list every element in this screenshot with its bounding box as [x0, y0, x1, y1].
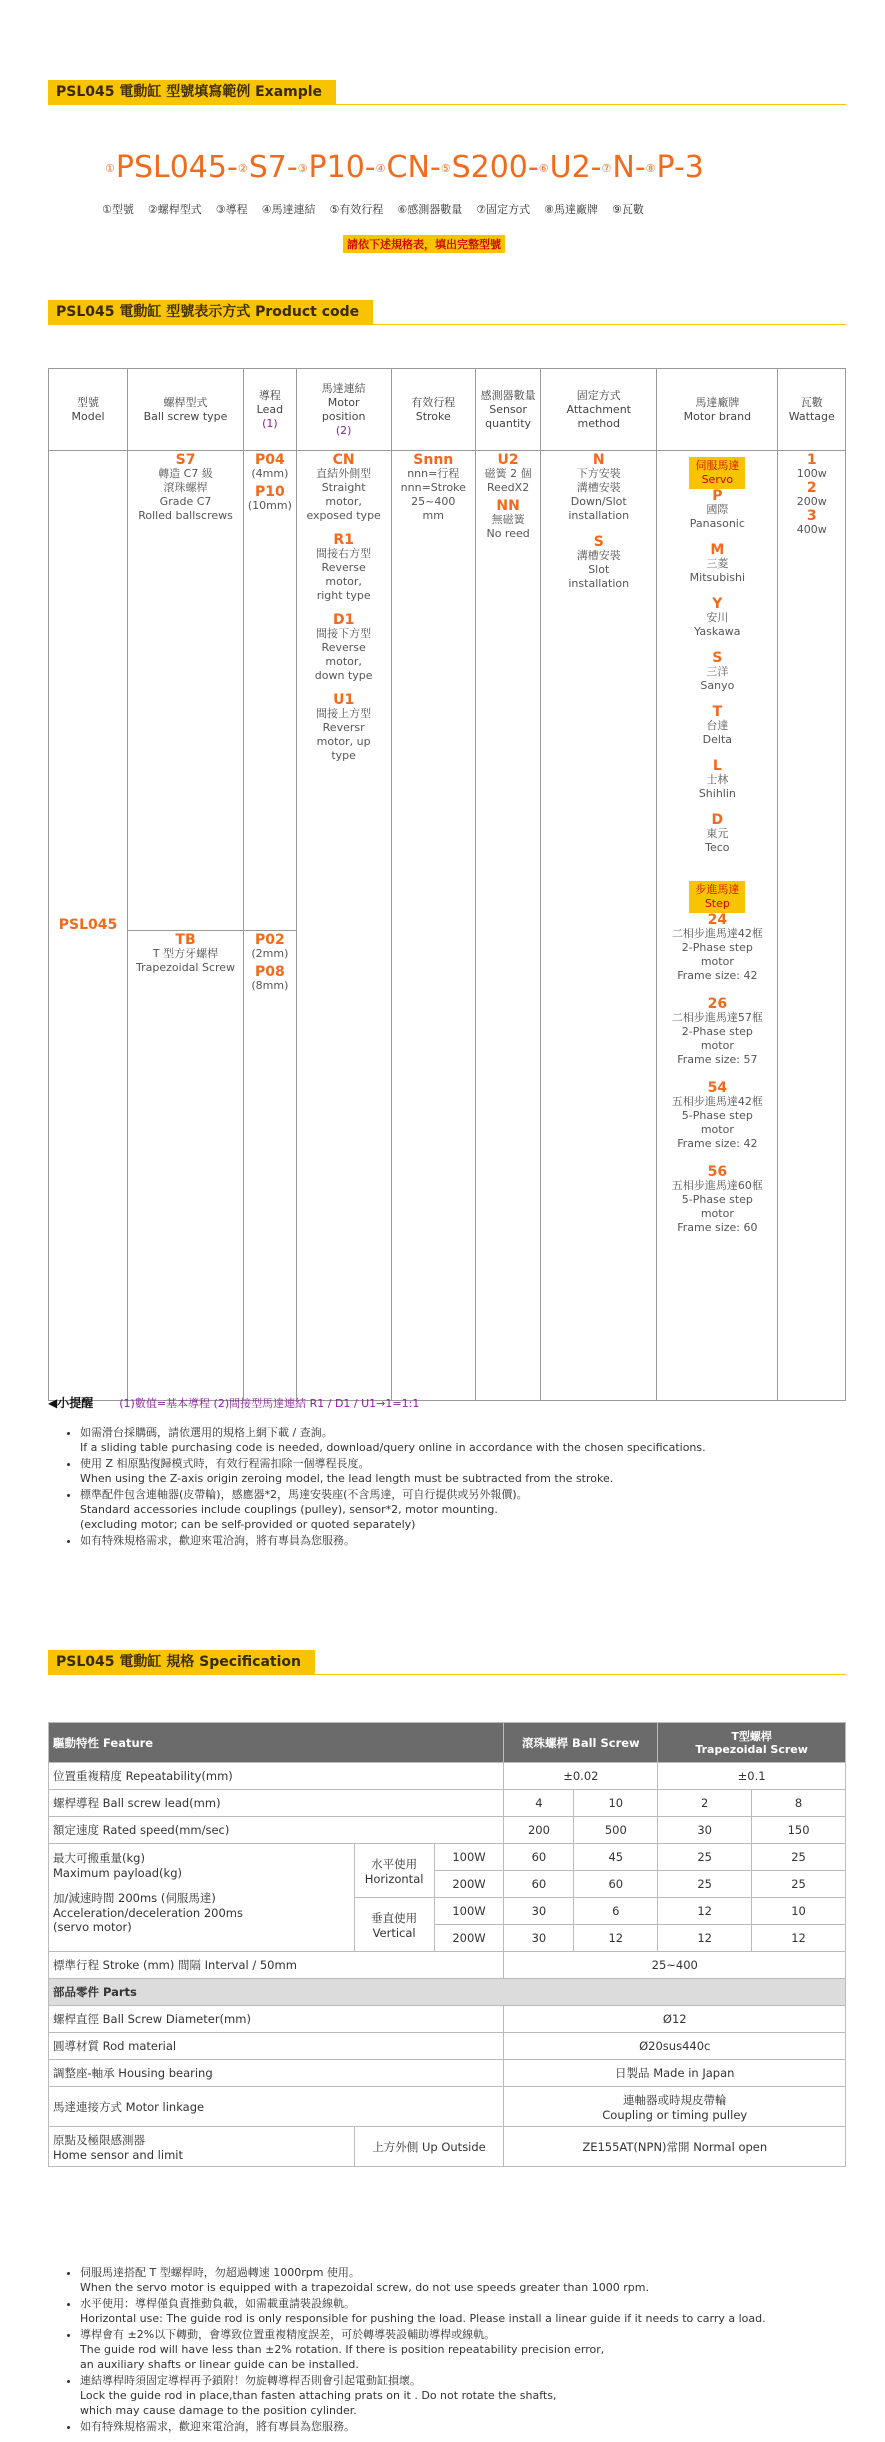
code-desc: 5-Phase step	[681, 1109, 753, 1122]
code-desc: Reversr	[322, 721, 365, 734]
code-desc: 士林	[706, 773, 729, 786]
code-desc: 2-Phase step	[681, 941, 753, 954]
example-label: ⑧馬達廠牌	[544, 203, 598, 216]
spec-speed-3: 30	[658, 1817, 752, 1844]
code-part: CN	[386, 150, 430, 185]
code-desc: 間接下方型	[316, 627, 372, 640]
spec-cell: 25	[752, 1844, 846, 1871]
code-value: D1	[332, 612, 355, 628]
code-part: 3	[684, 150, 704, 185]
sensor-cell	[475, 451, 540, 1401]
code-value: D	[711, 812, 724, 828]
spec-h-trap: T型螺桿 Trapezoidal Screw	[658, 1723, 846, 1763]
note-line: When the servo motor is equipped with a trapezoidal screw, do not use speeds greater than 1000 rpm.	[80, 2281, 649, 2294]
code-desc: 直結外側型	[316, 467, 372, 480]
col-motor-position: 馬達連結 Motor position (2)	[296, 369, 391, 451]
code-block	[299, 533, 389, 603]
code-desc: 安川	[706, 611, 729, 624]
spec-cell: 25	[752, 1871, 846, 1898]
notes-list-2	[62, 2265, 766, 2435]
code-desc: motor,	[325, 575, 362, 588]
spec-rep-ball: ±0.02	[504, 1763, 658, 1790]
code-value: 26	[707, 996, 728, 1012]
note-line: (excluding motor; can be self-provided or quoted separately)	[80, 1518, 416, 1531]
code-circle: ③	[297, 162, 308, 175]
spec-sensor-mid: 上方外側 Up Outside	[354, 2127, 504, 2167]
watt-code: 3	[806, 508, 817, 524]
note-item	[80, 2265, 766, 2295]
code-desc: Frame size: 60	[677, 1221, 758, 1234]
code-desc: installation	[568, 509, 630, 522]
code-desc: Straight	[321, 481, 366, 494]
code-value: S	[593, 534, 604, 550]
spec-cell: 12	[658, 1925, 752, 1952]
code-block	[659, 813, 775, 855]
col-screw: 螺桿型式 Ball screw type	[128, 369, 244, 451]
example-section	[48, 80, 846, 106]
note-line: Standard accessories include couplings (pulley), sensor*2, motor mounting.	[80, 1503, 498, 1516]
code-desc: Delta	[702, 733, 733, 746]
spec-linkage-val: 連軸器或時規皮帶輪 Coupling or timing pulley	[504, 2087, 846, 2127]
code-circle: ①	[105, 162, 115, 175]
code-desc: Shihlin	[698, 787, 736, 800]
product-code-table	[48, 368, 846, 1401]
code-desc: 二相步進馬達42框	[671, 927, 763, 940]
code-desc: Panasonic	[689, 517, 745, 530]
spec-cell: 30	[504, 1925, 574, 1952]
code-desc: type	[331, 749, 356, 762]
code-desc: 溝槽安裝	[576, 481, 621, 494]
code-value: CN	[332, 452, 355, 468]
code-desc: 國際	[706, 503, 729, 516]
example-label: ⑦固定方式	[476, 203, 531, 216]
spec-lead-2: 10	[574, 1790, 658, 1817]
spec-speed-2: 500	[574, 1817, 658, 1844]
note-line: When using the Z-axis origin zeroing model, the lead length must be subtracted from the stroke.	[80, 1472, 614, 1485]
code-desc: motor, up	[316, 735, 371, 748]
code-desc: Frame size: 42	[677, 969, 758, 982]
watt-value: 400w	[796, 523, 827, 536]
code-value: L	[712, 758, 722, 774]
code-desc: 間接右方型	[316, 547, 372, 560]
screw-s7-cell: S7 轉造 C7 級 滾珠螺桿 Grade C7 Rolled ballscrews	[128, 451, 244, 931]
spec-vertical: 垂直使用 Vertical	[354, 1898, 434, 1952]
spec-cell: 30	[504, 1898, 574, 1925]
code-value: P	[712, 488, 723, 504]
spec-bearing-val: 日製品 Made in Japan	[504, 2060, 846, 2087]
spec-cell: 12	[658, 1898, 752, 1925]
spec-cell: 12	[752, 1925, 846, 1952]
code-part: N	[612, 150, 635, 185]
spec-linkage-label: 馬達連接方式 Motor linkage	[49, 2087, 504, 2127]
code-circle: ②	[237, 162, 248, 175]
code-desc: 無磁簧	[491, 513, 525, 526]
code-value: U1	[333, 692, 355, 708]
code-block	[478, 499, 538, 541]
servo-label-en: Servo	[701, 473, 734, 486]
spec-dia-val: Ø12	[504, 2006, 846, 2033]
spec-parts: 部品零件 Parts	[49, 1979, 846, 2006]
code-part: S7	[248, 150, 287, 185]
spec-speed-4: 150	[752, 1817, 846, 1844]
code-block	[543, 453, 654, 523]
col-wattage: 瓦數 Wattage	[778, 369, 846, 451]
col-sensor: 感測器數量 Sensor quantity	[475, 369, 540, 451]
col-lead: 導程 Lead (1)	[244, 369, 297, 451]
code-desc: Mitsubishi	[689, 571, 746, 584]
code-desc: 東元	[706, 827, 729, 840]
note-line: • 標準配件包含連軸器(皮帶輪)，感應器*2，馬達安裝座(不含馬達，可自行提供或另外報價)。	[80, 1488, 528, 1501]
note-item	[80, 1456, 706, 1486]
spec-rod-label: 圓導材質 Rod material	[49, 2033, 504, 2060]
code-block	[659, 705, 775, 747]
code-value: 24	[707, 912, 728, 928]
code-desc: motor	[700, 1039, 734, 1052]
watt-option	[780, 509, 843, 537]
spec-cell: 60	[504, 1871, 574, 1898]
spec-w-2: 200W	[434, 1871, 504, 1898]
code-desc: right type	[316, 589, 371, 602]
code-block	[659, 1165, 775, 1235]
code-desc: 三洋	[706, 665, 729, 678]
motor-position-cell	[296, 451, 391, 1401]
code-desc: Sanyo	[700, 679, 735, 692]
stroke-cell: Snnn nnn=行程 nnn=Stroke 25~400 mm	[391, 451, 475, 1401]
spec-cell: 25	[658, 1844, 752, 1871]
speaker-icon: ◀	[48, 1396, 58, 1410]
code-desc: 二相步進馬達57框	[671, 1011, 763, 1024]
col-model: 型號 Model	[49, 369, 128, 451]
code-desc: motor,	[325, 655, 362, 668]
watt-option	[780, 453, 843, 481]
code-desc: 台達	[706, 719, 729, 732]
note-line: • 如有特殊規格需求，歡迎來電洽詢，將有專員為您服務。	[80, 2420, 355, 2433]
note-line: • 伺服馬達搭配 T 型螺桿時，勿超過轉速 1000rpm 使用。	[80, 2266, 360, 2279]
spec-cell: 10	[752, 1898, 846, 1925]
code-desc: 三菱	[706, 557, 729, 570]
spec-speed-label: 額定速度 Rated speed(mm/sec)	[49, 1817, 504, 1844]
code-circle: ④	[375, 162, 386, 175]
code-block	[478, 453, 538, 495]
spec-lead-3: 2	[658, 1790, 752, 1817]
spec-h-ball: 滾珠螺桿 Ball Screw	[504, 1723, 658, 1763]
note-line: • 連結導桿時須固定導桿再予鎖附！勿旋轉導桿否則會引起電動缸損壞。	[80, 2374, 421, 2387]
code-part: P10	[308, 150, 365, 185]
note-line: • 水平使用：導桿僅負責推動負載，如需載重請裝設線軌。	[80, 2297, 355, 2310]
example-label: ⑤有效行程	[329, 203, 384, 216]
servo-label	[689, 457, 745, 489]
spec-cell: 60	[504, 1844, 574, 1871]
product-code-section	[48, 300, 846, 326]
code-desc: Down/Slot	[570, 495, 627, 508]
code-desc: ReedX2	[487, 481, 530, 494]
code-block	[659, 543, 775, 585]
code-desc: 下方安裝	[576, 467, 621, 480]
example-label: ①型號	[102, 203, 134, 216]
step-label-en: Step	[704, 897, 730, 910]
spec-bearing-label: 調整座-軸承 Housing bearing	[49, 2060, 504, 2087]
code-block	[543, 535, 654, 591]
spec-dia-label: 螺桿直徑 Ball Screw Diameter(mm)	[49, 2006, 504, 2033]
code-part: U2	[549, 150, 591, 185]
spec-cell: 60	[574, 1871, 658, 1898]
spec-header: PSL045 電動缸 規格 Specification	[48, 1650, 315, 1674]
col-attachment: 固定方式 Attachment method	[541, 369, 657, 451]
code-value: U2	[497, 452, 519, 468]
code-desc: Frame size: 57	[677, 1053, 758, 1066]
example-model-code: ①PSL045-②S7-③P10-④CN-⑤S200-⑥U2-⑦N-⑧P-3	[105, 150, 704, 185]
code-circle: ⑦	[601, 162, 612, 175]
code-desc: 五相步進馬達42框	[671, 1095, 763, 1108]
code-desc: exposed type	[306, 509, 381, 522]
code-value: NN	[496, 498, 520, 514]
code-block	[659, 759, 775, 801]
note-item	[80, 1533, 706, 1548]
code-desc: Reverse	[321, 561, 366, 574]
code-desc: 間接上方型	[316, 707, 372, 720]
note-item	[80, 2373, 766, 2418]
code-value: Y	[712, 596, 723, 612]
watt-value: 200w	[796, 495, 827, 508]
note-item	[80, 1425, 706, 1455]
code-block	[659, 597, 775, 639]
col-brand: 馬達廠牌 Motor brand	[657, 369, 778, 451]
watt-value: 100w	[796, 467, 827, 480]
code-desc: motor,	[325, 495, 362, 508]
spec-w-3: 100W	[434, 1898, 504, 1925]
wattage-cell	[778, 451, 846, 1401]
note-item	[80, 2419, 766, 2434]
spec-lead-4: 8	[752, 1790, 846, 1817]
note-line: which may cause damage to the position cylinder.	[80, 2404, 357, 2417]
example-label: ⑨瓦數	[612, 203, 644, 216]
code-block	[299, 613, 389, 683]
spec-lead-label: 螺桿導程 Ball screw lead(mm)	[49, 1790, 504, 1817]
watt-option	[780, 481, 843, 509]
code-part: PSL045	[115, 150, 227, 185]
spec-payload-label: 最大可搬重量(kg) Maximum payload(kg) 加/減速時間 200ms (伺服馬達) Acceleration/deceleration 200ms (servo motor)	[49, 1844, 355, 1952]
note-line: If a sliding table purchasing code is needed, download/query online in accordance with the chosen specifications.	[80, 1441, 706, 1454]
code-desc: No reed	[486, 527, 530, 540]
spec-stroke-label: 標準行程 Stroke (mm) 間隔 Interval / 50mm	[49, 1952, 504, 1979]
example-label: ③導程	[215, 203, 248, 216]
brand-cell	[657, 451, 778, 1401]
spec-rep-trap: ±0.1	[658, 1763, 846, 1790]
code-block	[299, 453, 389, 523]
note-line: • 如有特殊規格需求，歡迎來電洽詢，將有專員為您服務。	[80, 1534, 355, 1547]
note-item	[80, 2296, 766, 2326]
reminder	[48, 1394, 419, 1411]
spec-sensor-val: ZE155AT(NPN)常開 Normal open	[504, 2127, 846, 2167]
example-field-labels	[102, 201, 658, 217]
example-notice: 請依下述規格表，填出完整型號	[343, 235, 505, 253]
lead-s7-cell: P04 (4mm) P10 (10mm)	[244, 451, 297, 931]
code-desc: 5-Phase step	[681, 1193, 753, 1206]
spec-horizontal: 水平使用 Horizontal	[354, 1844, 434, 1898]
watt-code: 2	[806, 480, 817, 496]
code-desc: installation	[568, 577, 630, 590]
spec-cell: 12	[574, 1925, 658, 1952]
code-desc: Teco	[705, 841, 730, 854]
product-code-header: PSL045 電動缸 型號表示方式 Product code	[48, 300, 373, 324]
code-block	[659, 1081, 775, 1151]
spec-w-4: 200W	[434, 1925, 504, 1952]
spec-cell: 45	[574, 1844, 658, 1871]
spec-rod-val: Ø20sus440c	[504, 2033, 846, 2060]
step-label-cn: 步進馬達	[695, 883, 740, 896]
code-desc: 磁簧 2 個	[484, 467, 532, 480]
code-desc: 2-Phase step	[681, 1025, 753, 1038]
spec-rep-label: 位置重複精度 Repeatability(mm)	[49, 1763, 504, 1790]
example-header: PSL045 電動缸 型號填寫範例 Example	[48, 80, 336, 104]
code-desc: Slot	[588, 563, 610, 576]
screw-tb-cell: TB T 型方牙螺桿 Trapezoidal Screw	[128, 931, 244, 1401]
code-desc: motor	[700, 955, 734, 968]
spec-section	[48, 1650, 846, 1676]
note-item	[80, 1487, 706, 1532]
code-desc: down type	[314, 669, 373, 682]
spec-stroke-val: 25~400	[504, 1952, 846, 1979]
note-line: Lock the guide rod in place,than fasten attaching prats on it . Do not rotate the shafts,	[80, 2389, 557, 2402]
code-circle: ⑤	[440, 162, 451, 175]
code-part: P	[656, 150, 674, 185]
code-block	[299, 693, 389, 763]
note-line: • 導桿會有 ±2%以下轉動，會導致位置重複精度誤差，可於轉導裝設輔助導桿或線軌。	[80, 2328, 496, 2341]
spec-speed-1: 200	[504, 1817, 574, 1844]
code-value: N	[592, 452, 605, 468]
watt-code: 1	[806, 452, 817, 468]
spec-lead-1: 4	[504, 1790, 574, 1817]
code-desc: 溝槽安裝	[576, 549, 621, 562]
spec-sensor-label: 原點及極限感測器 Home sensor and limit	[49, 2127, 355, 2167]
spec-w-1: 100W	[434, 1844, 504, 1871]
note-line: • 如需滑台採購碼，請依選用的規格上網下載 / 查詢。	[80, 1426, 333, 1439]
reminder-text: (1)數值=基本導程 (2)間接型馬達連結 R1 / D1 / U1→1=1:1	[119, 1397, 420, 1410]
code-circle: ⑧	[645, 162, 656, 175]
step-label	[689, 881, 745, 913]
spec-h-feature: 驅動特性 Feature	[49, 1723, 504, 1763]
reminder-title: 小提醒	[57, 1396, 94, 1410]
code-desc: Frame size: 42	[677, 1137, 758, 1150]
example-label: ④馬達連結	[261, 203, 316, 216]
example-label: ②螺桿型式	[147, 203, 202, 216]
code-circle: ⑥	[538, 162, 549, 175]
code-block	[659, 913, 775, 983]
notes-list-1	[62, 1425, 706, 1549]
note-item	[80, 2327, 766, 2372]
model-cell: PSL045	[49, 451, 128, 1401]
code-desc: motor	[700, 1123, 734, 1136]
spec-table	[48, 1722, 846, 2167]
note-line: Horizontal use: The guide rod is only responsible for pushing the load. Please install a linear guide if it needs to carry a load.	[80, 2312, 766, 2325]
code-value: 54	[707, 1080, 728, 1096]
code-value: T	[712, 704, 723, 720]
code-part: S200	[451, 150, 528, 185]
code-desc: Yaskawa	[694, 625, 741, 638]
code-block	[659, 489, 775, 531]
code-desc: Reverse	[321, 641, 366, 654]
attachment-cell	[541, 451, 657, 1401]
code-value: M	[710, 542, 725, 558]
code-value: S	[712, 650, 723, 666]
lead-tb-cell: P02 (2mm) P08 (8mm)	[244, 931, 297, 1401]
example-label: ⑥感測器數量	[397, 203, 463, 216]
code-value: 56	[707, 1164, 728, 1180]
code-block	[659, 651, 775, 693]
code-block	[659, 997, 775, 1067]
servo-label-cn: 伺服馬達	[695, 459, 740, 472]
spec-cell: 6	[574, 1898, 658, 1925]
spec-cell: 25	[658, 1871, 752, 1898]
code-desc: 五相步進馬達60框	[671, 1179, 763, 1192]
code-value: R1	[333, 532, 354, 548]
note-line: The guide rod will have less than ±2% rotation. If there is position repeatability precision error,	[80, 2343, 605, 2356]
note-line: • 使用 Z 相原點復歸模式時，有效行程需扣除一個導程長度。	[80, 1457, 370, 1470]
code-desc: motor	[700, 1207, 734, 1220]
note-line: an auxiliary shafts or linear guide can be installed.	[80, 2358, 359, 2371]
col-stroke: 有效行程 Stroke	[391, 369, 475, 451]
